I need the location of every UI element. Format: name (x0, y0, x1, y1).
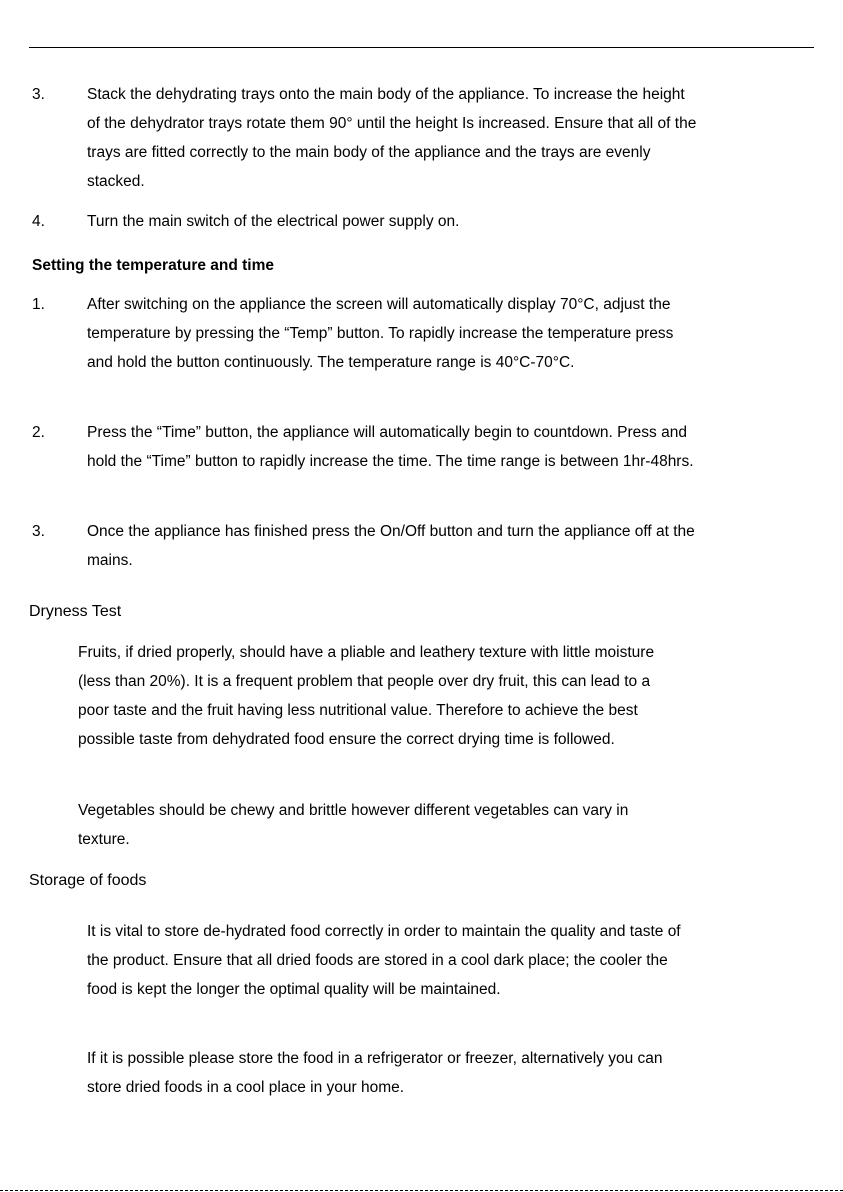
step-number: 4. (32, 213, 45, 230)
step-text: Turn the main switch of the electrical power supply on. (87, 213, 460, 230)
footer-rule (0, 1190, 843, 1191)
step-number: 2. (32, 424, 45, 441)
step-text: Stack the dehydrating trays onto the main body of the appliance. To increase the height of the dehydrator trays rotate them 90° until the height Is increased. Ensure that all of the trays are fitted correctly to the main body of the appliance and the trays are evenly stacked. (87, 86, 697, 190)
step-number: 3. (32, 523, 45, 540)
step-text: After switching on the appliance the screen will automatically display 70°C, adjust the temperature by pressing the “Temp” button. To rapidly increase the temperature press and hold the button continuously. The temperature range is 40°C-70°C. (87, 296, 674, 371)
header-rule (29, 47, 814, 48)
step-text: Press the “Time” button, the appliance will automatically begin to countdown. Press and hold the “Time” button to rapidly increase the time. The time range is between 1hr-48hrs. (87, 424, 694, 470)
step-text: Once the appliance has finished press the On/Off button and turn the appliance off at the mains. (87, 523, 695, 569)
section-heading-storage: Storage of foods (29, 872, 147, 889)
step-number: 1. (32, 296, 45, 313)
section-heading-setting: Setting the temperature and time (32, 257, 275, 274)
paragraph: It is vital to store de-hydrated food correctly in order to maintain the quality and taste of the product. Ensure that all dried foods are stored in a cool dark place; the cooler the food is kept the longer the optimal quality will be maintained. (87, 923, 681, 998)
paragraph: Vegetables should be chewy and brittle however different vegetables can vary in texture. (78, 802, 629, 848)
paragraph: Fruits, if dried properly, should have a pliable and leathery texture with little moisture (less than 20%). It is a frequent problem that people over dry fruit, this can lead to a poor taste and the fruit having less nutritional value. Therefore to achieve the best possible taste from dehydrated food ensure the correct drying time is followed. (78, 644, 655, 748)
paragraph: If it is possible please store the food in a refrigerator or freezer, alternatively you can store dried foods in a cool place in your home. (87, 1050, 663, 1096)
section-heading-dryness: Dryness Test (29, 603, 122, 620)
step-number: 3. (32, 86, 45, 103)
